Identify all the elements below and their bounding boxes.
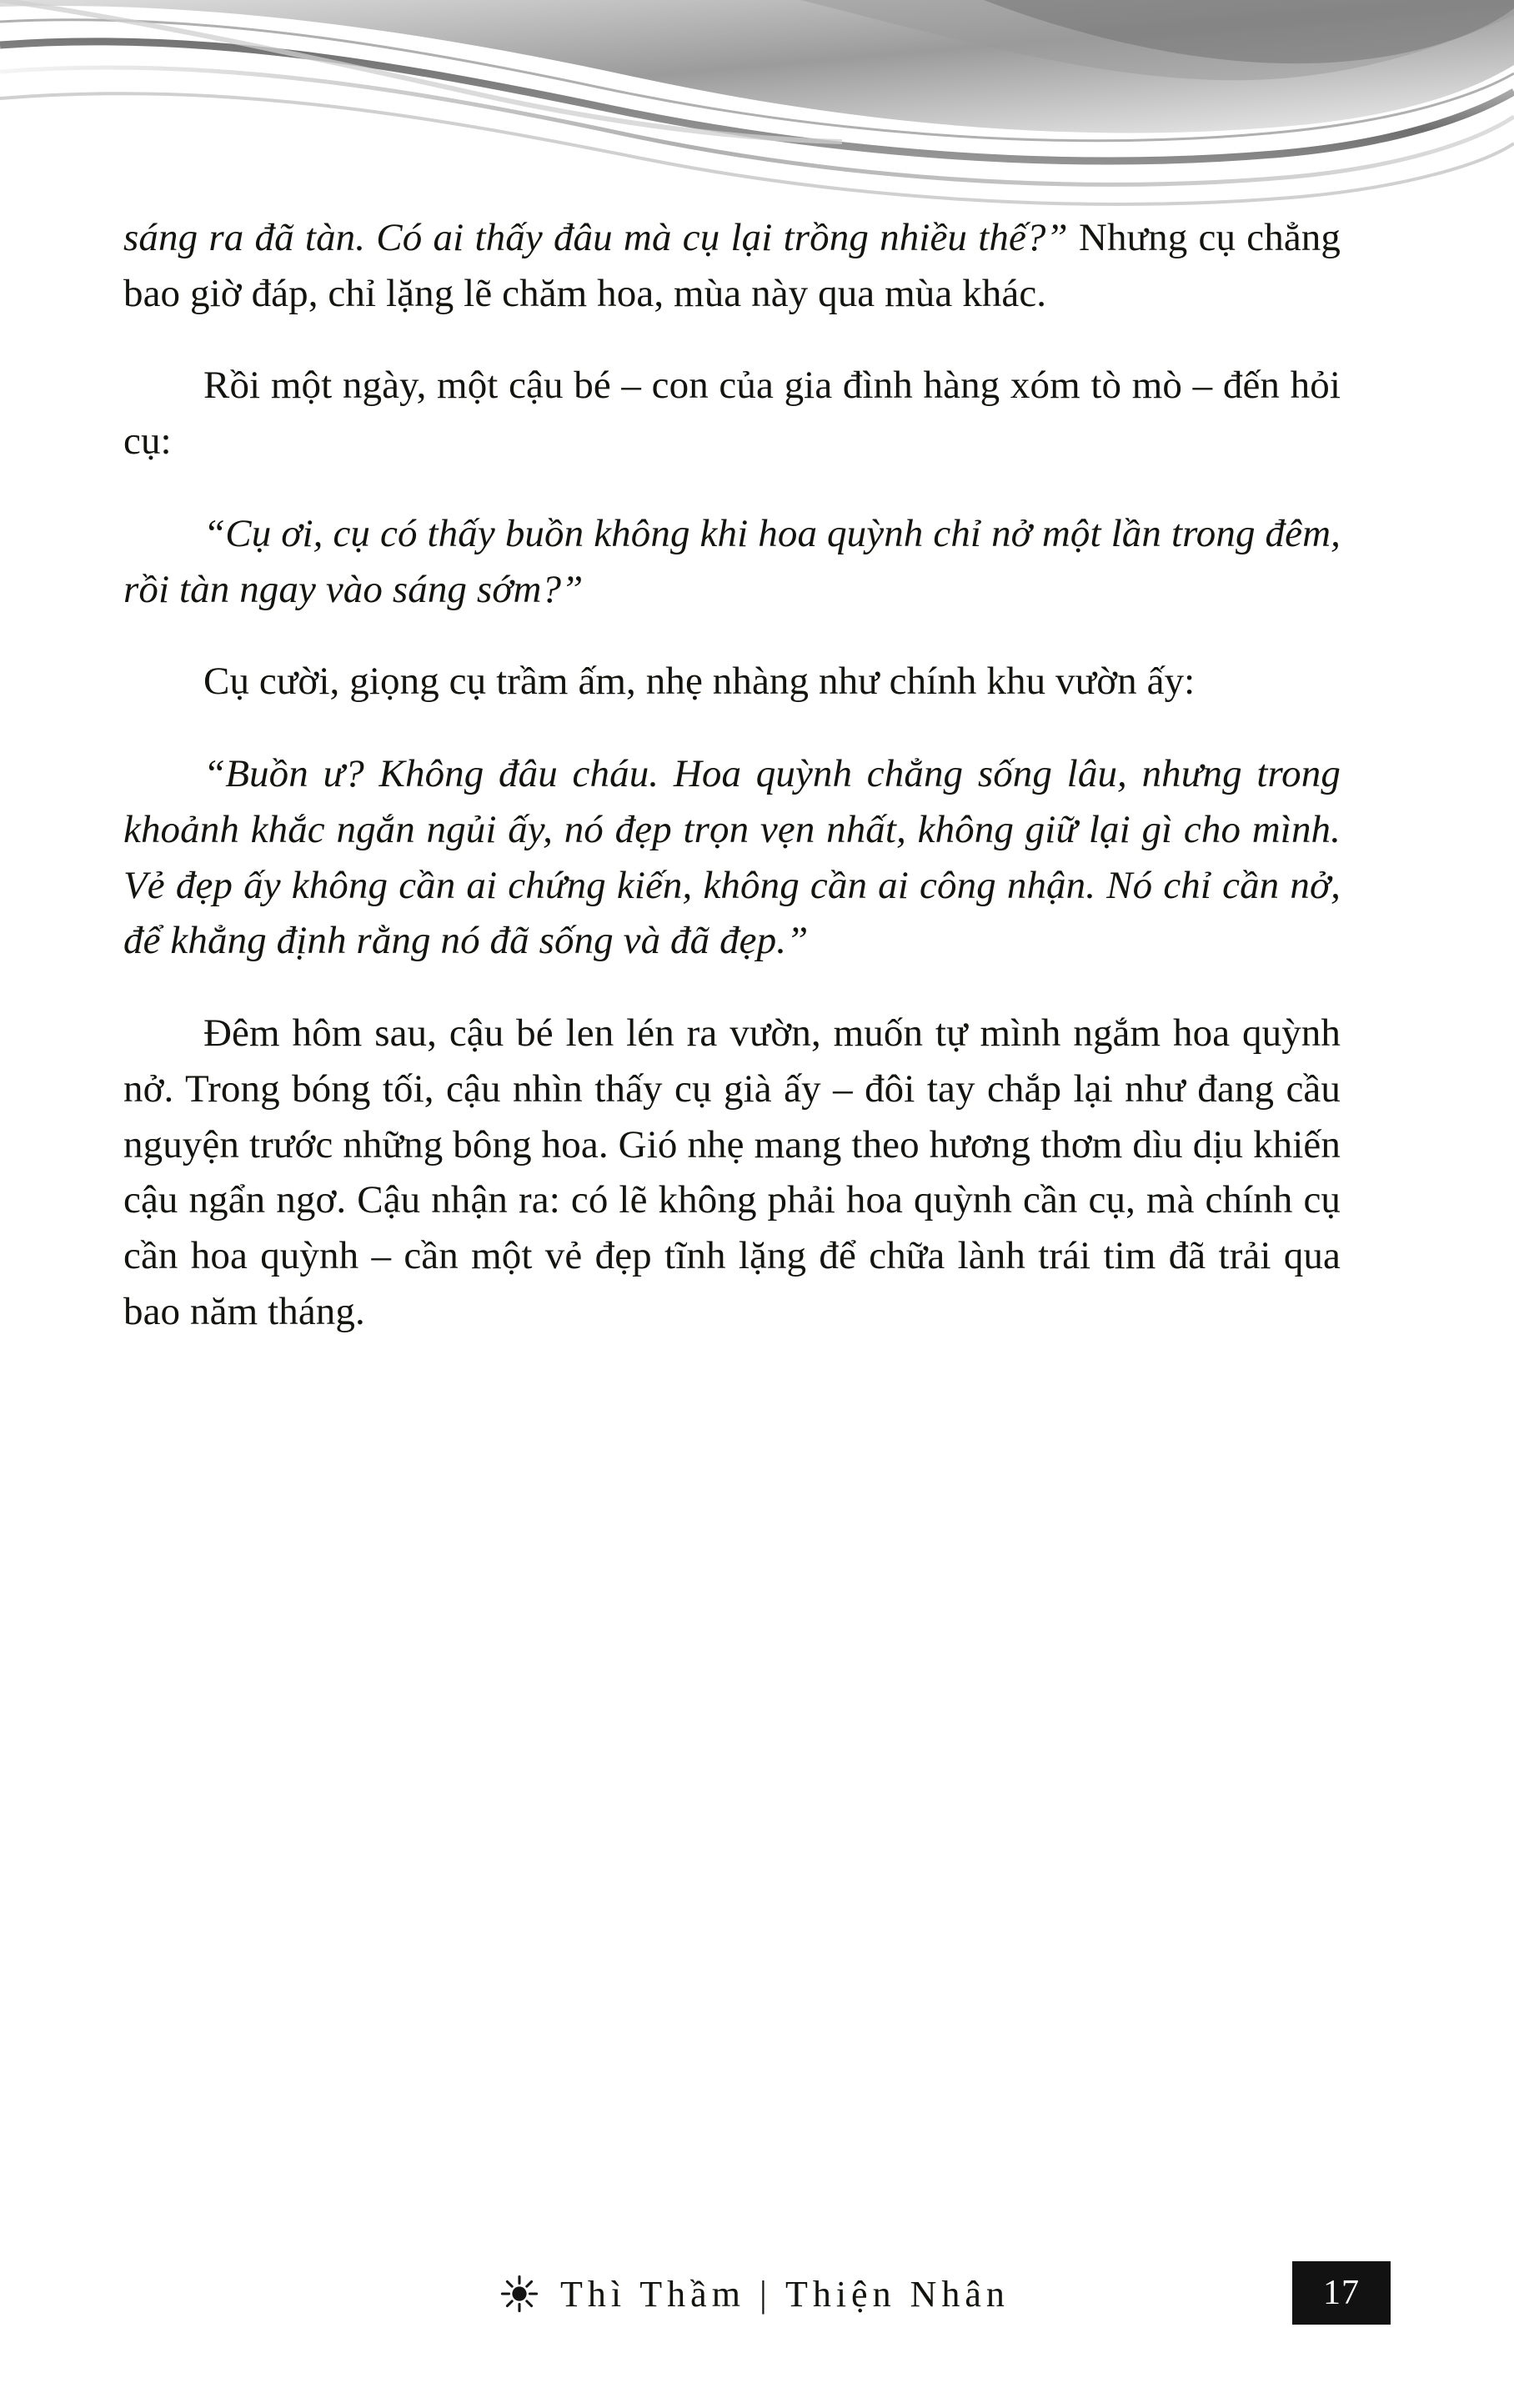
paragraph-4: Cụ cười, giọng cụ trầm ấm, nhẹ nhàng như chính khu vườn ấy: (203, 660, 1196, 704)
paragraph-5-quote: “Buồn ư? Không đâu cháu. Hoa quỳnh chẳng sống lâu, nhưng trong khoảnh khắc ngắn ngủi ấy, nó đẹp trọn vẹn nhất, không giữ lại gì cho mình. Vẻ đẹp ấy không cần ai chứng kiến, không cần ai công nhận. Nó chỉ cần nở, để khẳng định rằng nó đã sống và đã đẹp.” (123, 752, 1341, 963)
paragraph-2: Rồi một ngày, một cậu bé – con của gia đình hàng xóm tò mò – đến hỏi cụ: (123, 364, 1341, 464)
paragraph-1-italic-part: sáng ra đã tàn. Có ai thấy đâu mà cụ lại trồng nhiều thế?” (123, 216, 1079, 259)
footer-title: Thì Thầm | Thiện Nhân (560, 2273, 1010, 2315)
sun-icon (500, 2275, 539, 2313)
swirl-ribbon-artwork (0, 0, 1514, 217)
page-footer (0, 2256, 1514, 2331)
paragraph-1 (123, 210, 1341, 321)
paragraph-1-roman-part: Nhưng cụ chẳng bao giờ đáp, chỉ lặng lẽ chăm hoa, mùa này qua mùa khác. (123, 216, 1341, 315)
paragraph-3-quote: “Cụ ơi, cụ có thấy buồn không khi hoa quỳnh chỉ nở một lần trong đêm, rồi tàn ngay vào sáng sớm?” (123, 511, 1341, 611)
footer-title-group (500, 2256, 1010, 2331)
page-number: 17 (1292, 2261, 1391, 2325)
page-text-column (123, 210, 1341, 1339)
paragraph-6: Đêm hôm sau, cậu bé len lén ra vườn, muốn tự mình ngắm hoa quỳnh nở. Trong bóng tối, cậu nhìn thấy cụ già ấy – đôi tay chắp lại như đang cầu nguyện trước những bông hoa. Gió nhẹ mang theo hương thơm dìu dịu khiến cậu ngẩn ngơ. Cậu nhận ra: có lẽ không phải hoa quỳnh cần cụ, mà chính cụ cần hoa quỳnh – cần một vẻ đẹp tĩnh lặng để chữa lành trái tim đã trải qua bao năm tháng. (123, 1011, 1341, 1333)
